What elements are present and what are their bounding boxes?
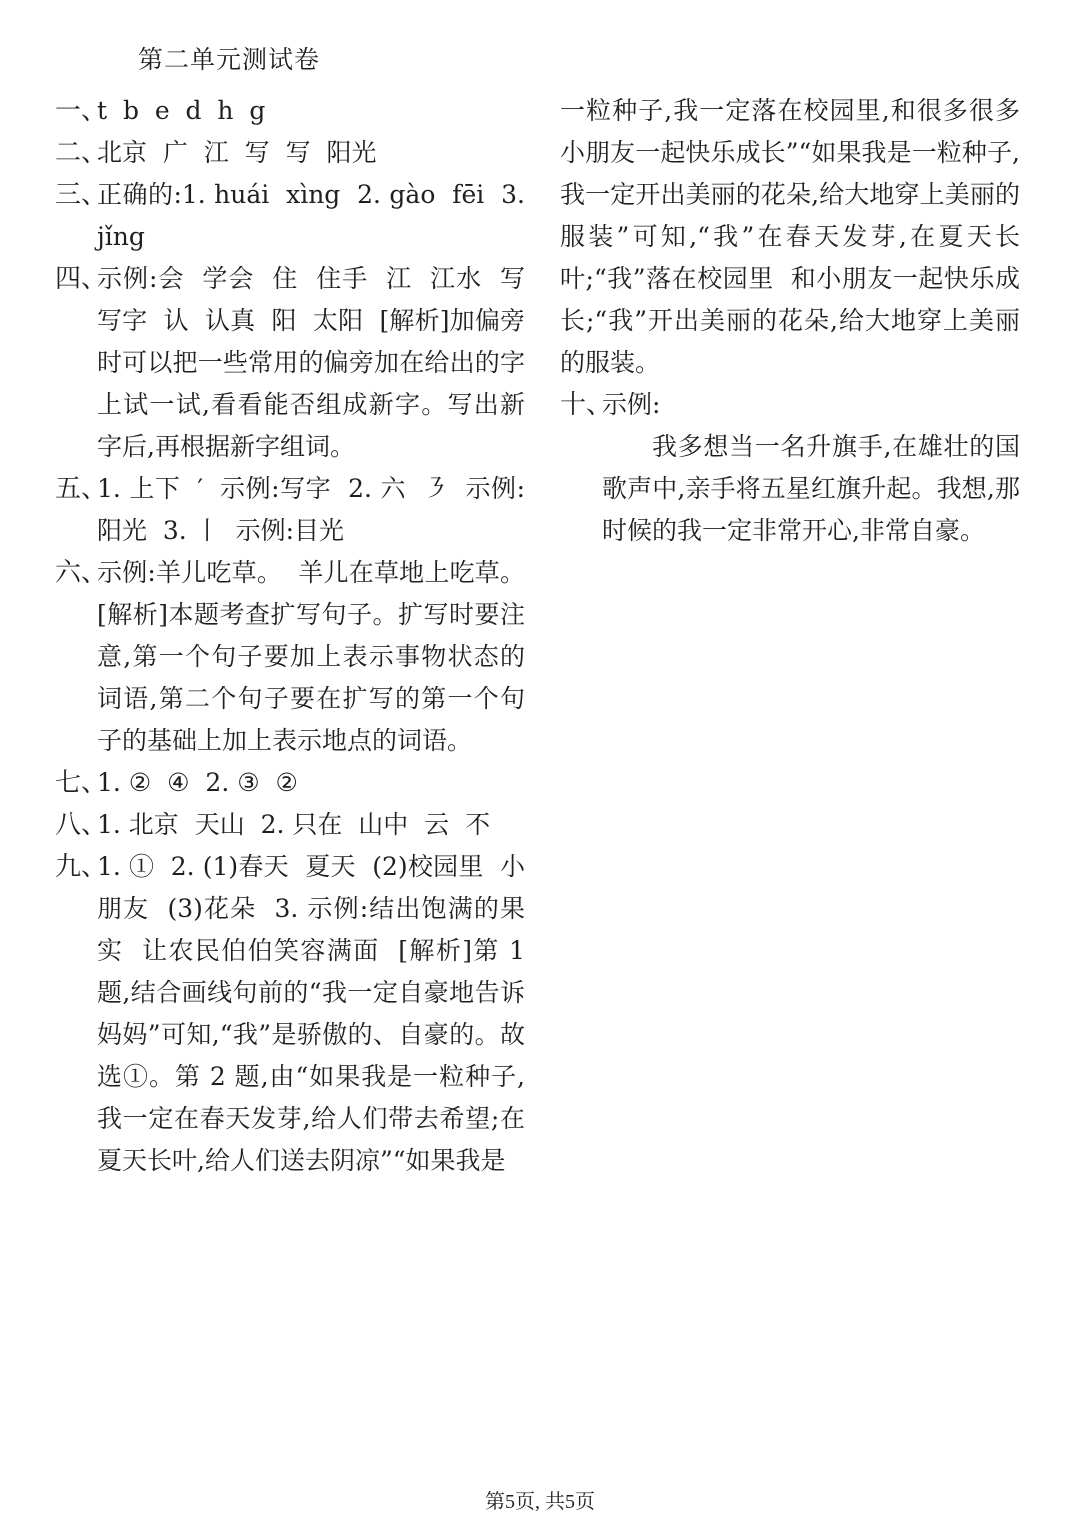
answer-item-1 xyxy=(55,90,525,132)
answer-text: 1. 上下 ′ 示例:写字 2. 六 ㇋ 示例:阳光 3. 丨 示例:目光 xyxy=(97,474,525,545)
answer-text: 示例:羊儿吃草。 羊儿在草地上吃草。 [解析]本题考查扩写句子。扩写时要注意,第一个句子要加上表示事物状态的词语,第二个句子要在扩写的第一个句子的基础上加上表示地点的词语。 xyxy=(97,558,541,755)
right-column xyxy=(560,90,1020,552)
answer-text: 北京 广 江 写 写 阳光 xyxy=(97,138,377,167)
answer-text: 1. ② ④ 2. ③ ② xyxy=(97,768,298,797)
answer-item-4 xyxy=(55,258,541,468)
answer-text: 1. ① 2. (1)春天 夏天 (2)校园里 小朋友 (3)花朵 3. 示例:结出饱满的果实 让农民伯伯笑容满面 [解析]第 1 题,结合画线句前的“我一定自豪地告诉妈妈”可知,“我”是骄傲的、自豪的。故选①。第 2 题,由“如果我是一粒种子,我一定在春天发芽,给人们带去希望;在夏天长叶,给人们送去阴凉”“如果我是 xyxy=(97,852,533,1175)
answer-item-2 xyxy=(55,132,525,174)
left-column xyxy=(55,90,541,1182)
item-number: 五、 xyxy=(55,474,108,504)
answer-item-8 xyxy=(55,804,525,846)
answer-text: 1. 北京 天山 2. 只在 山中 云 不 xyxy=(97,810,491,839)
page-footer: 第5页, 共5页 xyxy=(485,1491,595,1513)
answer-item-3 xyxy=(55,174,533,258)
item-number: 十、 xyxy=(560,390,613,420)
answer-item-7 xyxy=(55,762,525,804)
item-number: 二、 xyxy=(55,138,108,168)
item-number: 六、 xyxy=(55,558,108,588)
item-number: 三、 xyxy=(55,180,108,210)
answer-item-5 xyxy=(55,468,525,552)
page-title: 第二单元测试卷 xyxy=(138,45,321,74)
answer-item-6 xyxy=(55,552,541,762)
answer-text: 示例:会 学会 住 住手 江 江水 写 写字 认 认真 阳 太阳 [解析]加偏旁时可以把一些常用的偏旁加在给出的字上试一试,看看能否组成新字。写出新字后,再根据新字组词。 xyxy=(97,264,541,461)
answer-item-10 xyxy=(560,384,1020,426)
answer-text: t b e d h g xyxy=(97,96,266,125)
answer-item-9-continued: 一粒种子,我一定落在校园里,和很多很多小朋友一起快乐成长”“如果我是一粒种子,我一定开出美丽的花朵,给大地穿上美丽的服装”可知,“我”在春天发芽,在夏天长叶;“我”落在校园里 和小朋友一起快乐成长;“我”开出美丽的花朵,给大地穿上美丽的服装。 xyxy=(560,96,1020,377)
item-number: 七、 xyxy=(55,768,108,798)
answer-text: 正确的:1. huái xìng 2. gào fēi 3. jǐng xyxy=(97,180,533,251)
item-number: 四、 xyxy=(55,264,108,294)
answer-item-9 xyxy=(55,846,533,1182)
answer-text: 示例: xyxy=(602,390,661,419)
sample-essay: 我多想当一名升旗手,在雄壮的国歌声中,亲手将五星红旗升起。我想,那时候的我一定非常开心,非常自豪。 xyxy=(602,432,1020,545)
item-number: 九、 xyxy=(55,852,108,882)
item-number: 一、 xyxy=(55,96,108,126)
item-number: 八、 xyxy=(55,810,108,840)
